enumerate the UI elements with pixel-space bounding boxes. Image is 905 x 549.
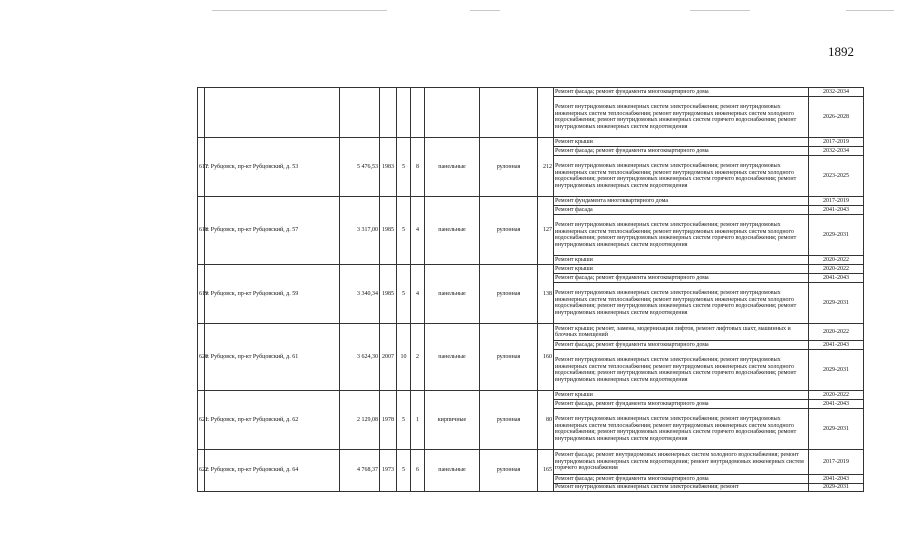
entrance-count: 1 [411,391,425,450]
commission-year [380,88,397,138]
floor-count: 5 [397,391,411,450]
repair-work-description: Ремонт фундамента многоквартирного дома [554,197,809,206]
building-area [340,88,380,138]
table-row [198,88,864,97]
repair-period: 2020-2022 [809,265,864,274]
apartment-count: 160 [538,324,554,391]
repair-work-description: Ремонт внутридомовых инженерных систем электроснабжения; ремонт [554,484,809,492]
building-number: 617 [198,138,205,197]
repair-work-description: Ремонт внутридомовых инженерных систем электроснабжения; ремонт внутридомовых инженерных систем теплоснабжения; ремонт внутридомовых инженерных систем холодного водоснабжения; ремонт внутридомовых инженерных систем горячего водоснабжения; ремонт внутридомовых инженерных систем водоотведения [554,156,809,197]
housing-repair-table [197,87,864,492]
apartment-count [538,88,554,138]
entrance-count: 4 [411,265,425,324]
commission-year: 1973 [380,450,397,492]
entrance-count: 2 [411,324,425,391]
repair-period: 2020-2022 [809,391,864,400]
building-address: г. Рубцовск, пр-кт Рубцовский, д. 53 [205,138,340,197]
repair-period: 2041-2043 [809,341,864,350]
wall-material: панельные [425,197,480,265]
building-area: 4 768,37 [340,450,380,492]
page-number: 1892 [828,44,854,59]
building-area: 3 340,34 [340,265,380,324]
repair-work-description: Ремонт фасада; ремонт фундамента многоквартирного дома [554,88,809,97]
repair-period: 2029-2031 [809,215,864,256]
floor-count: 5 [397,138,411,197]
building-number: 621 [198,391,205,450]
repair-work-description: Ремонт крыши [554,265,809,274]
repair-period: 2026-2028 [809,97,864,138]
building-area: 5 476,53 [340,138,380,197]
entrance-count: 4 [411,197,425,265]
roof-type [480,88,538,138]
repair-work-description: Ремонт внутридомовых инженерных систем электроснабжения; ремонт внутридомовых инженерных систем теплоснабжения; ремонт внутридомовых инженерных систем холодного водоснабжения; ремонт внутридомовых инженерных систем горячего водоснабжения; ремонт внутридомовых инженерных систем водоотведения [554,215,809,256]
apartment-count: 212 [538,138,554,197]
repair-work-description: Ремонт фасада; ремонт фундамента многоквартирного дома [554,341,809,350]
roof-type: рулонная [480,265,538,324]
building-address: г. Рубцовск, пр-кт Рубцовский, д. 59 [205,265,340,324]
entrance-count: 6 [411,450,425,492]
entrance-count [411,88,425,138]
floor-count: 10 [397,324,411,391]
floor-count [397,88,411,138]
floor-count: 5 [397,450,411,492]
repair-period: 2017-2019 [809,450,864,475]
repair-work-description: Ремонт крыши [554,391,809,400]
building-number: 622 [198,450,205,492]
roof-type: рулонная [480,197,538,265]
wall-material: панельные [425,265,480,324]
table-row [198,138,864,147]
repair-work-description: Ремонт фасада [554,206,809,215]
repair-work-description: Ремонт крыши [554,138,809,147]
table-row [198,265,864,274]
repair-work-description: Ремонт фасада; ремонт фундамента многоквартирного дома [554,274,809,283]
roof-type: рулонная [480,324,538,391]
floor-count: 5 [397,197,411,265]
repair-period: 2029-2031 [809,484,864,492]
apartment-count: 80 [538,391,554,450]
table-row [198,197,864,206]
repair-period: 2032-2034 [809,88,864,97]
building-number: 620 [198,324,205,391]
commission-year: 2007 [380,324,397,391]
repair-work-description: Ремонт крыши; ремонт, замена, модернизация лифтов, ремонт лифтовых шахт, машинных и блочных помещений [554,324,809,341]
apartment-count: 165 [538,450,554,492]
repair-period: 2029-2031 [809,409,864,450]
repair-period: 2041-2043 [809,400,864,409]
wall-material: панельные [425,450,480,492]
building-address: г. Рубцовск, пр-кт Рубцовский, д. 61 [205,324,340,391]
table-row [198,324,864,341]
wall-material: кирпичные [425,391,480,450]
repair-period: 2032-2034 [809,147,864,156]
roof-type: рулонная [480,391,538,450]
repair-period: 2041-2043 [809,206,864,215]
commission-year: 1983 [380,138,397,197]
building-area: 2 129,08 [340,391,380,450]
building-address: г. Рубцовск, пр-кт Рубцовский, д. 64 [205,450,340,492]
repair-period: 2020-2022 [809,256,864,265]
scan-artifact-line [690,10,750,11]
commission-year: 1985 [380,265,397,324]
roof-type: рулонная [480,138,538,197]
scan-artifact-line [470,10,500,11]
building-number [198,88,205,138]
repair-work-description: Ремонт внутридомовых инженерных систем электроснабжения; ремонт внутридомовых инженерных систем теплоснабжения; ремонт внутридомовых инженерных систем холодного водоснабжения; ремонт внутридомовых инженерных систем горячего водоснабжения; ремонт внутридомовых инженерных систем водоотведения [554,97,809,138]
building-address [205,88,340,138]
table-row [198,450,864,475]
repair-period: 2029-2031 [809,283,864,324]
wall-material: панельные [425,324,480,391]
repair-period: 2041-2043 [809,274,864,283]
building-address: г. Рубцовск, пр-кт Рубцовский, д. 62 [205,391,340,450]
apartment-count: 127 [538,197,554,265]
building-area: 3 317,00 [340,197,380,265]
apartment-count: 138 [538,265,554,324]
repair-work-description: Ремонт крыши [554,256,809,265]
repair-period: 2020-2022 [809,324,864,341]
repair-period: 2017-2019 [809,197,864,206]
entrance-count: 8 [411,138,425,197]
repair-work-description: Ремонт внутридомовых инженерных систем электроснабжения; ремонт внутридомовых инженерных систем теплоснабжения; ремонт внутридомовых инженерных систем холодного водоснабжения; ремонт внутридомовых инженерных систем горячего водоснабжения; ремонт внутридомовых инженерных систем водоотведения [554,409,809,450]
repair-work-description: Ремонт фасада; ремонт внутридомовых инженерных систем холодного водоснабжения; ремонт внутридомовых инженерных систем водоотведения; ремонт внутридомовых инженерных систем горячего водоснабжения [554,450,809,475]
repair-period: 2023-2025 [809,156,864,197]
repair-work-description: Ремонт внутридомовых инженерных систем электроснабжения; ремонт внутридомовых инженерных систем теплоснабжения; ремонт внутридомовых инженерных систем холодного водоснабжения; ремонт внутридомовых инженерных систем горячего водоснабжения; ремонт внутридомовых инженерных систем водоотведения [554,283,809,324]
commission-year: 1978 [380,391,397,450]
commission-year: 1985 [380,197,397,265]
building-number: 619 [198,265,205,324]
repair-work-description: Ремонт фасада; ремонт фундамента многоквартирного дома [554,147,809,156]
table-row [198,391,864,400]
building-address: г. Рубцовск, пр-кт Рубцовский, д. 57 [205,197,340,265]
building-area: 3 624,30 [340,324,380,391]
wall-material [425,88,480,138]
repair-period: 2017-2019 [809,138,864,147]
repair-work-description: Ремонт внутридомовых инженерных систем электроснабжения; ремонт внутридомовых инженерных систем теплоснабжения; ремонт внутридомовых инженерных систем холодного водоснабжения; ремонт внутридомовых инженерных систем горячего водоснабжения; ремонт внутридомовых инженерных систем водоотведения [554,350,809,391]
repair-work-description: Ремонт фасада; ремонт фундамента многоквартирного дома [554,475,809,484]
repair-work-description: Ремонт фасада, ремонт фундамента многоквартирного дома [554,400,809,409]
roof-type: рулонная [480,450,538,492]
table-body [198,88,864,492]
scan-artifact-line [212,10,387,11]
wall-material: панельные [425,138,480,197]
floor-count: 5 [397,265,411,324]
repair-period: 2029-2031 [809,350,864,391]
building-number: 618 [198,197,205,265]
scan-artifact-line [846,10,894,11]
repair-period: 2041-2043 [809,475,864,484]
